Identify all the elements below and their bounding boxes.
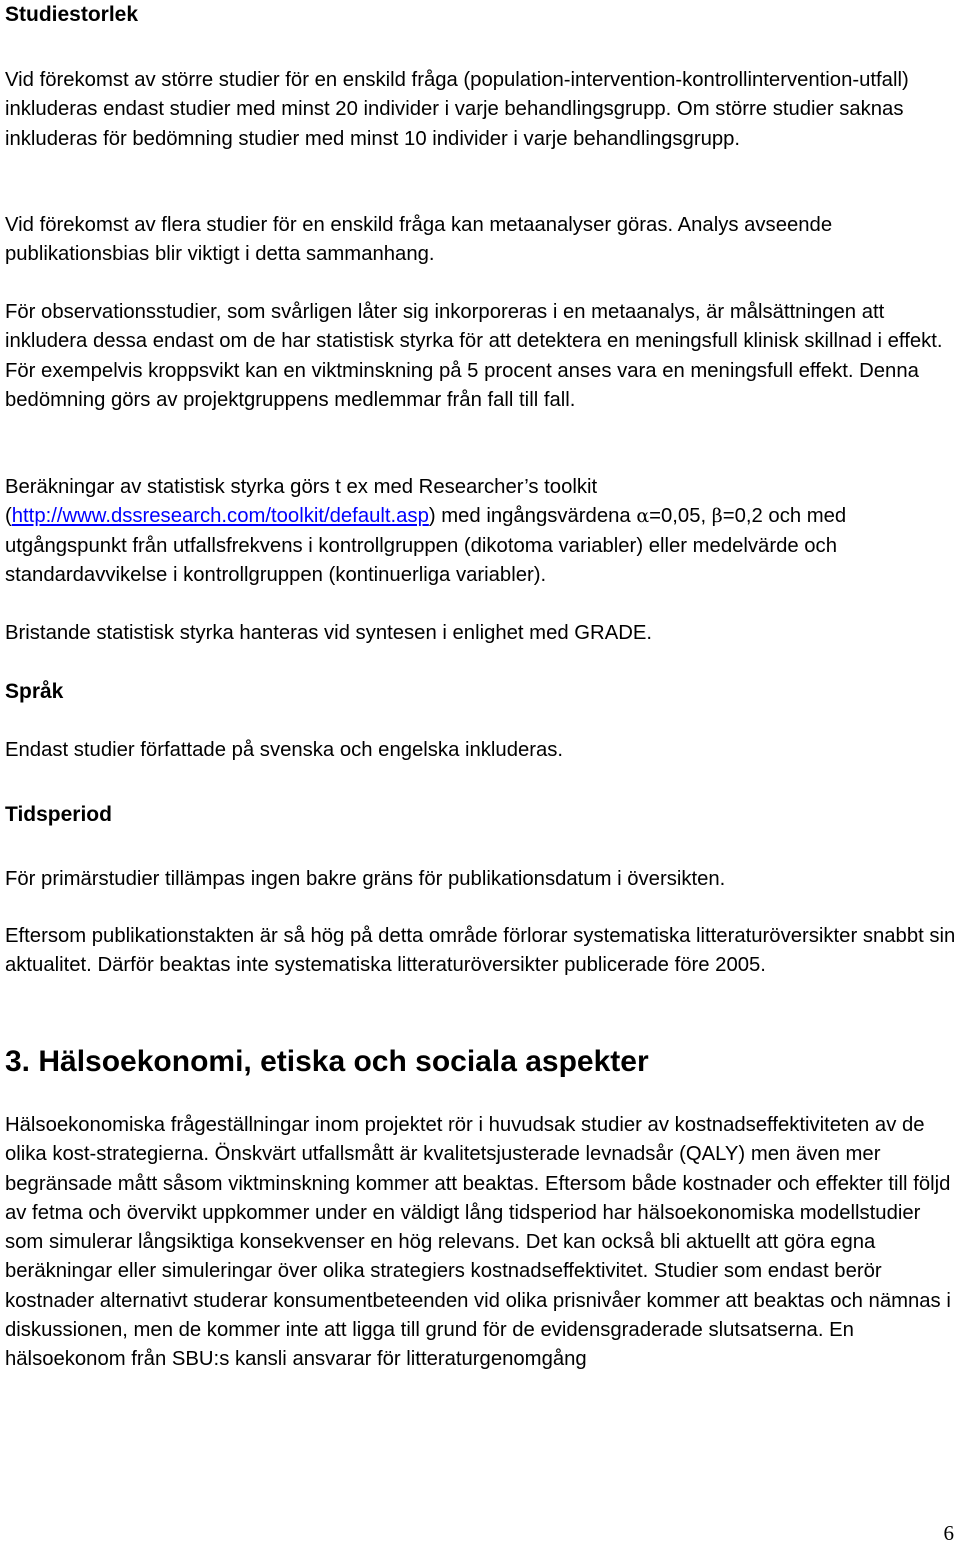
paragraph-studiestorlek-3: För observationsstudier, som svårligen låter sig inkorporeras i en metaanalys, är målsättningen att inkludera dessa endast om de har statistisk styrka för att detektera en meningsfull klinisk skillnad i effekt. För exempelvis kroppsvikt kan en viktminskning på 5 procent anses vara en meningsfull effekt. Denna bedömning görs av projektgruppens medlemmar från fall till fall. (5, 301, 943, 411)
paragraph-tidsperiod-1: För primärstudier tillämpas ingen bakre gräns för publikationsdatum i översikten. (5, 868, 726, 890)
p4-text-after-link: ) med ingångsvärdena (428, 505, 637, 528)
heading-studiestorlek: Studiestorlek (5, 3, 139, 26)
paragraph-studiestorlek-1: Vid förekomst av större studier för en enskild fråga (population-intervention-kontrollintervention-utfall) inkluderas endast studier med minst 20 individer i varje behandlingsgrupp. Om större studier saknas inkluderas för bedömning studier med minst 10 individer i varje behandlingsgrupp. (5, 69, 909, 150)
paragraph-studiestorlek-5: Bristande statistisk styrka hanteras vid syntesen i enlighet med GRADE. (5, 622, 653, 644)
p4-text-before-link: Beräkningar av statistisk styrka görs t ex med Researcher’s toolkit ( (5, 476, 598, 528)
page-number: 6 (943, 1521, 954, 1545)
heading-sprak: Språk (5, 680, 64, 703)
p4-text-rest: och med utgångspunkt från utfallsfrekvens i kontrollgruppen (dikotoma variabler) eller medelvärde och standardavvikelse i kontrollgruppen (kontinuerliga variabler). (5, 505, 847, 586)
alpha-symbol: α (636, 505, 650, 528)
researcher-toolkit-link[interactable]: http://www.dssresearch.com/toolkit/default.asp (11, 505, 429, 528)
paragraph-tidsperiod-2: Eftersom publikationstakten är så hög på detta område förlorar systematiska litteraturöversikter snabbt sin aktualitet. Därför beaktas inte systematiska litteraturöversikter publicerade före 2005. (5, 925, 956, 977)
paragraph-studiestorlek-4 (5, 473, 957, 590)
paragraph-studiestorlek-2: Vid förekomst av flera studier för en enskild fråga kan metaanalyser göras. Analys avseende publikationsbias blir viktigt i detta sammanhang. (5, 214, 833, 266)
heading-halsoekonomi: 3. Hälsoekonomi, etiska och sociala aspekter (5, 1045, 649, 1078)
beta-symbol: β (711, 505, 723, 528)
beta-value: =0,2 (722, 505, 763, 528)
heading-tidsperiod: Tidsperiod (5, 803, 112, 826)
paragraph-halsoekonomi-1: Hälsoekonomiska frågeställningar inom projektet rör i huvudsak studier av kostnadseffektiviteten av de olika kost-strategierna. Önskvärt utfallsmått är kvalitetsjusterade levnadsår (QALY) men även mer begränsade mått såsom viktminskning kommer att beaktas. Eftersom både kostnader och effekter till följd av fetma och övervikt uppkommer under en väldigt lång tidsperiod har hälsoekonomiska modellstudier som simulerar långsiktiga konsekvenser en hög relevans. Det kan också bli aktuellt att göra egna beräkningar eller simuleringar över olika strategiers kostnadseffektivitet. Studier som endast berör kostnader alternativt studerar konsumentbeteenden vid olika prisnivåer kommer att beaktas och nämnas i diskussionen, men de kommer inte att ligga till grund för de evidensgraderade slutsatserna. En hälsoekonom från SBU:s kansli ansvarar för litteraturgenomgång (5, 1114, 951, 1371)
paragraph-sprak-1: Endast studier författade på svenska och engelska inkluderas. (5, 739, 564, 761)
alpha-value: =0,05, (649, 505, 712, 528)
